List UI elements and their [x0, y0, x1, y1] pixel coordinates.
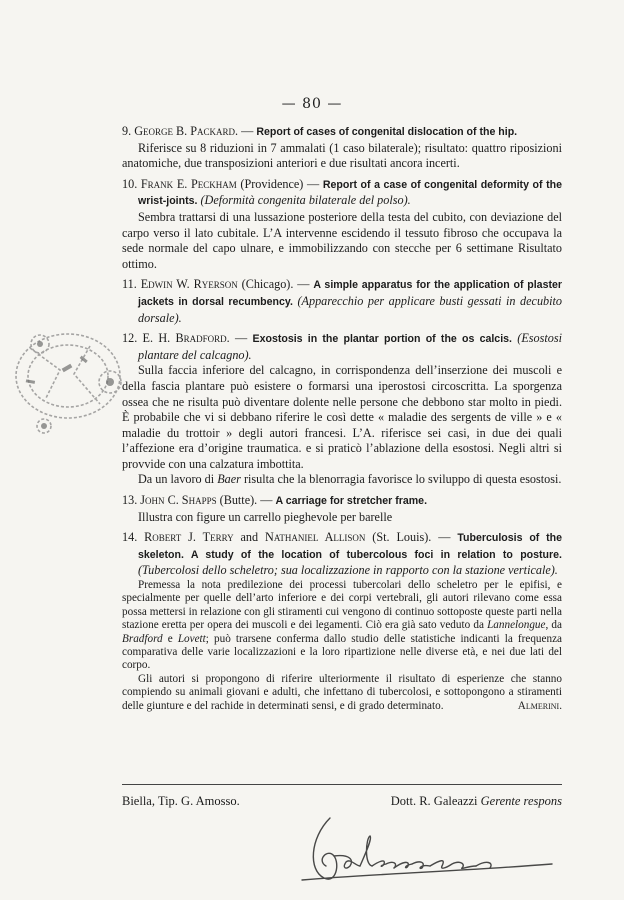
cited-author-1: Lannelongue	[487, 619, 546, 632]
article-content	[122, 124, 562, 718]
entry-title: A carriage for stretcher frame.	[275, 495, 428, 508]
entry-author-2: Nathaniel Allison	[265, 530, 366, 545]
entry-place: (Butte). —	[216, 493, 276, 508]
entry-number: 14.	[122, 530, 138, 545]
footer	[122, 794, 562, 809]
entry-place: (Providence) —	[236, 176, 323, 191]
entry-9	[122, 124, 562, 172]
entry-body: Riferisce su 8 riduzioni in 7 ammalati (1 caso bilaterale); risultato: quattro riposizioni anatomiche, due transposizioni anteriori e due risultati ancora incerti.	[122, 140, 562, 171]
entry-translation: (Deformità congenita bilaterale del polso).	[197, 193, 411, 208]
entry-body: Sulla faccia inferiore del calcagno, in corrispondenza dell’inserzione dei muscoli e della fascia plantare può esistere o formarsi una iperostosi circoscritta. La sporgenza ossea che ne risulta può diventare dolente nelle persone che debbono star molto in piedi. È probabile che vi si debbano riferire le così dette « maladie des sergents de ville » e « maladie du trottoir » degli autori francesi. L’A. riferisce sei casi, in due dei quali l’affezione era d’origine traumatica. e si praticò l’ablazione della esostosi. Negli altri si provvide con una calzatura imbottita.	[122, 363, 562, 471]
entry-body: Sembra trattarsi di una lussazione posteriore della testa del cubito, con deviazione del carpo verso il lato cubitale. L’A intervenne escidendo il tessuto fibroso che occupava la sede normale del capo ulnare, e immobilizzando con stecche per 6 settimane Risultato ottimo.	[122, 209, 562, 271]
entry-body-2-pre: Da un lavoro di	[138, 472, 218, 487]
entry-body: Illustra con figure un carrello pieghevole per barelle	[138, 509, 393, 524]
entry-number: 9.	[122, 124, 132, 138]
entry-conjunction: and	[233, 530, 266, 545]
entry-12	[122, 331, 562, 488]
entry-body-2-text: Gli autori si propongono di riferire ulteriormente il risultato di esperienze che stanno compiendo su animali giovani e adulti, che infettano di tubercolosi, e sottopongono a stiramenti delle giunture e del rachide in determinati sensi, e di grado determinato.	[122, 672, 562, 712]
entry-body-mid: , da	[545, 619, 562, 632]
entry-number: 13.	[122, 493, 138, 508]
entry-translation: (Tubercolosi dello scheletro; sua localizzazione in rapporto con la stazione verticale).	[138, 563, 558, 578]
entry-title: Exostosis in the plantar portion of the os calcis.	[252, 333, 512, 346]
entry-body-2	[122, 472, 562, 488]
entry-author: Robert J. Terry	[144, 530, 234, 545]
footer-rule	[122, 784, 562, 785]
entry-14	[122, 530, 562, 713]
entry-title: Tuberculosis of the skeleton. A study of the location of tubercolous foci in relation to posture.	[138, 532, 563, 561]
entry-body-2	[122, 673, 562, 713]
entry-separator: —	[229, 331, 253, 346]
cited-author: Baer	[217, 472, 241, 487]
entry-place: (Chicago). —	[237, 277, 314, 292]
entry-author: George B. Packard.	[134, 124, 239, 138]
entry-author: Edwin W. Ryerson	[140, 277, 238, 292]
handwritten-signature	[290, 808, 570, 890]
library-stamp	[0, 318, 138, 438]
entry-body	[122, 579, 562, 673]
entry-title: A simple apparatus for the application of plaster jackets in dorsal recumbency.	[138, 279, 562, 308]
entry-translation: (Apparecchio per applicare busti gessati in decubito dorsale).	[138, 293, 562, 325]
entry-13	[122, 493, 562, 525]
entry-10	[122, 177, 562, 273]
entry-title: Report of cases of congenital dislocation of the hip.	[256, 126, 518, 138]
entry-separator: —	[238, 124, 257, 138]
cited-author-2: Bradford	[122, 632, 163, 645]
director-credit	[391, 794, 562, 809]
entry-author: John C. Shapps	[140, 493, 217, 508]
entry-body-and: e	[162, 632, 178, 645]
entry-body-2-post: risulta che la blenorragia favorisce lo sviluppo di questa esostosi.	[240, 472, 562, 487]
entry-translation: (Esostosi plantare del calcagno).	[138, 331, 562, 362]
reviewer-signature: Almerini.	[517, 699, 562, 712]
entry-body-pre: Premessa la nota predilezione dei processi tubercolari dello scheletro per le epifisi, e specialmente per quelle dell’arto inferiore e dei corpi vertebrali, gli autori rilevano come essa possa mettersi in relazione con gli stiramenti cui vengono di continuo sottoposte queste parti nella stazione eretta per opera dei muscoli e dei legamenti. Ciò era già sato veduto da	[122, 579, 562, 632]
entry-author: Frank E. Peckham	[140, 176, 237, 191]
entry-place: (St. Louis). —	[365, 530, 458, 545]
printer-imprint: Biella, Tip. G. Amosso.	[122, 794, 240, 808]
entry-number: 10.	[122, 176, 138, 191]
director-role: Gerente respons	[477, 794, 562, 808]
page-number: — 80 —	[281, 96, 343, 112]
entry-author: E. H. Bradford.	[142, 331, 230, 346]
entry-number: 12.	[122, 331, 138, 346]
entry-body-post: ; può trarsene conferma dallo studio delle statistiche indicanti la frequenza comparativa delle varie localizzazioni e la loro ripartizione nelle diverse età, e nei due lati del corpo.	[122, 632, 562, 672]
entry-11	[122, 277, 562, 326]
director-name: Dott. R. Galeazzi	[390, 794, 478, 808]
entry-number: 11.	[122, 277, 137, 292]
cited-author-3: Lovett	[177, 632, 206, 645]
entry-title: Report of a case of congenital deformity of the wrist-joints.	[138, 178, 562, 208]
